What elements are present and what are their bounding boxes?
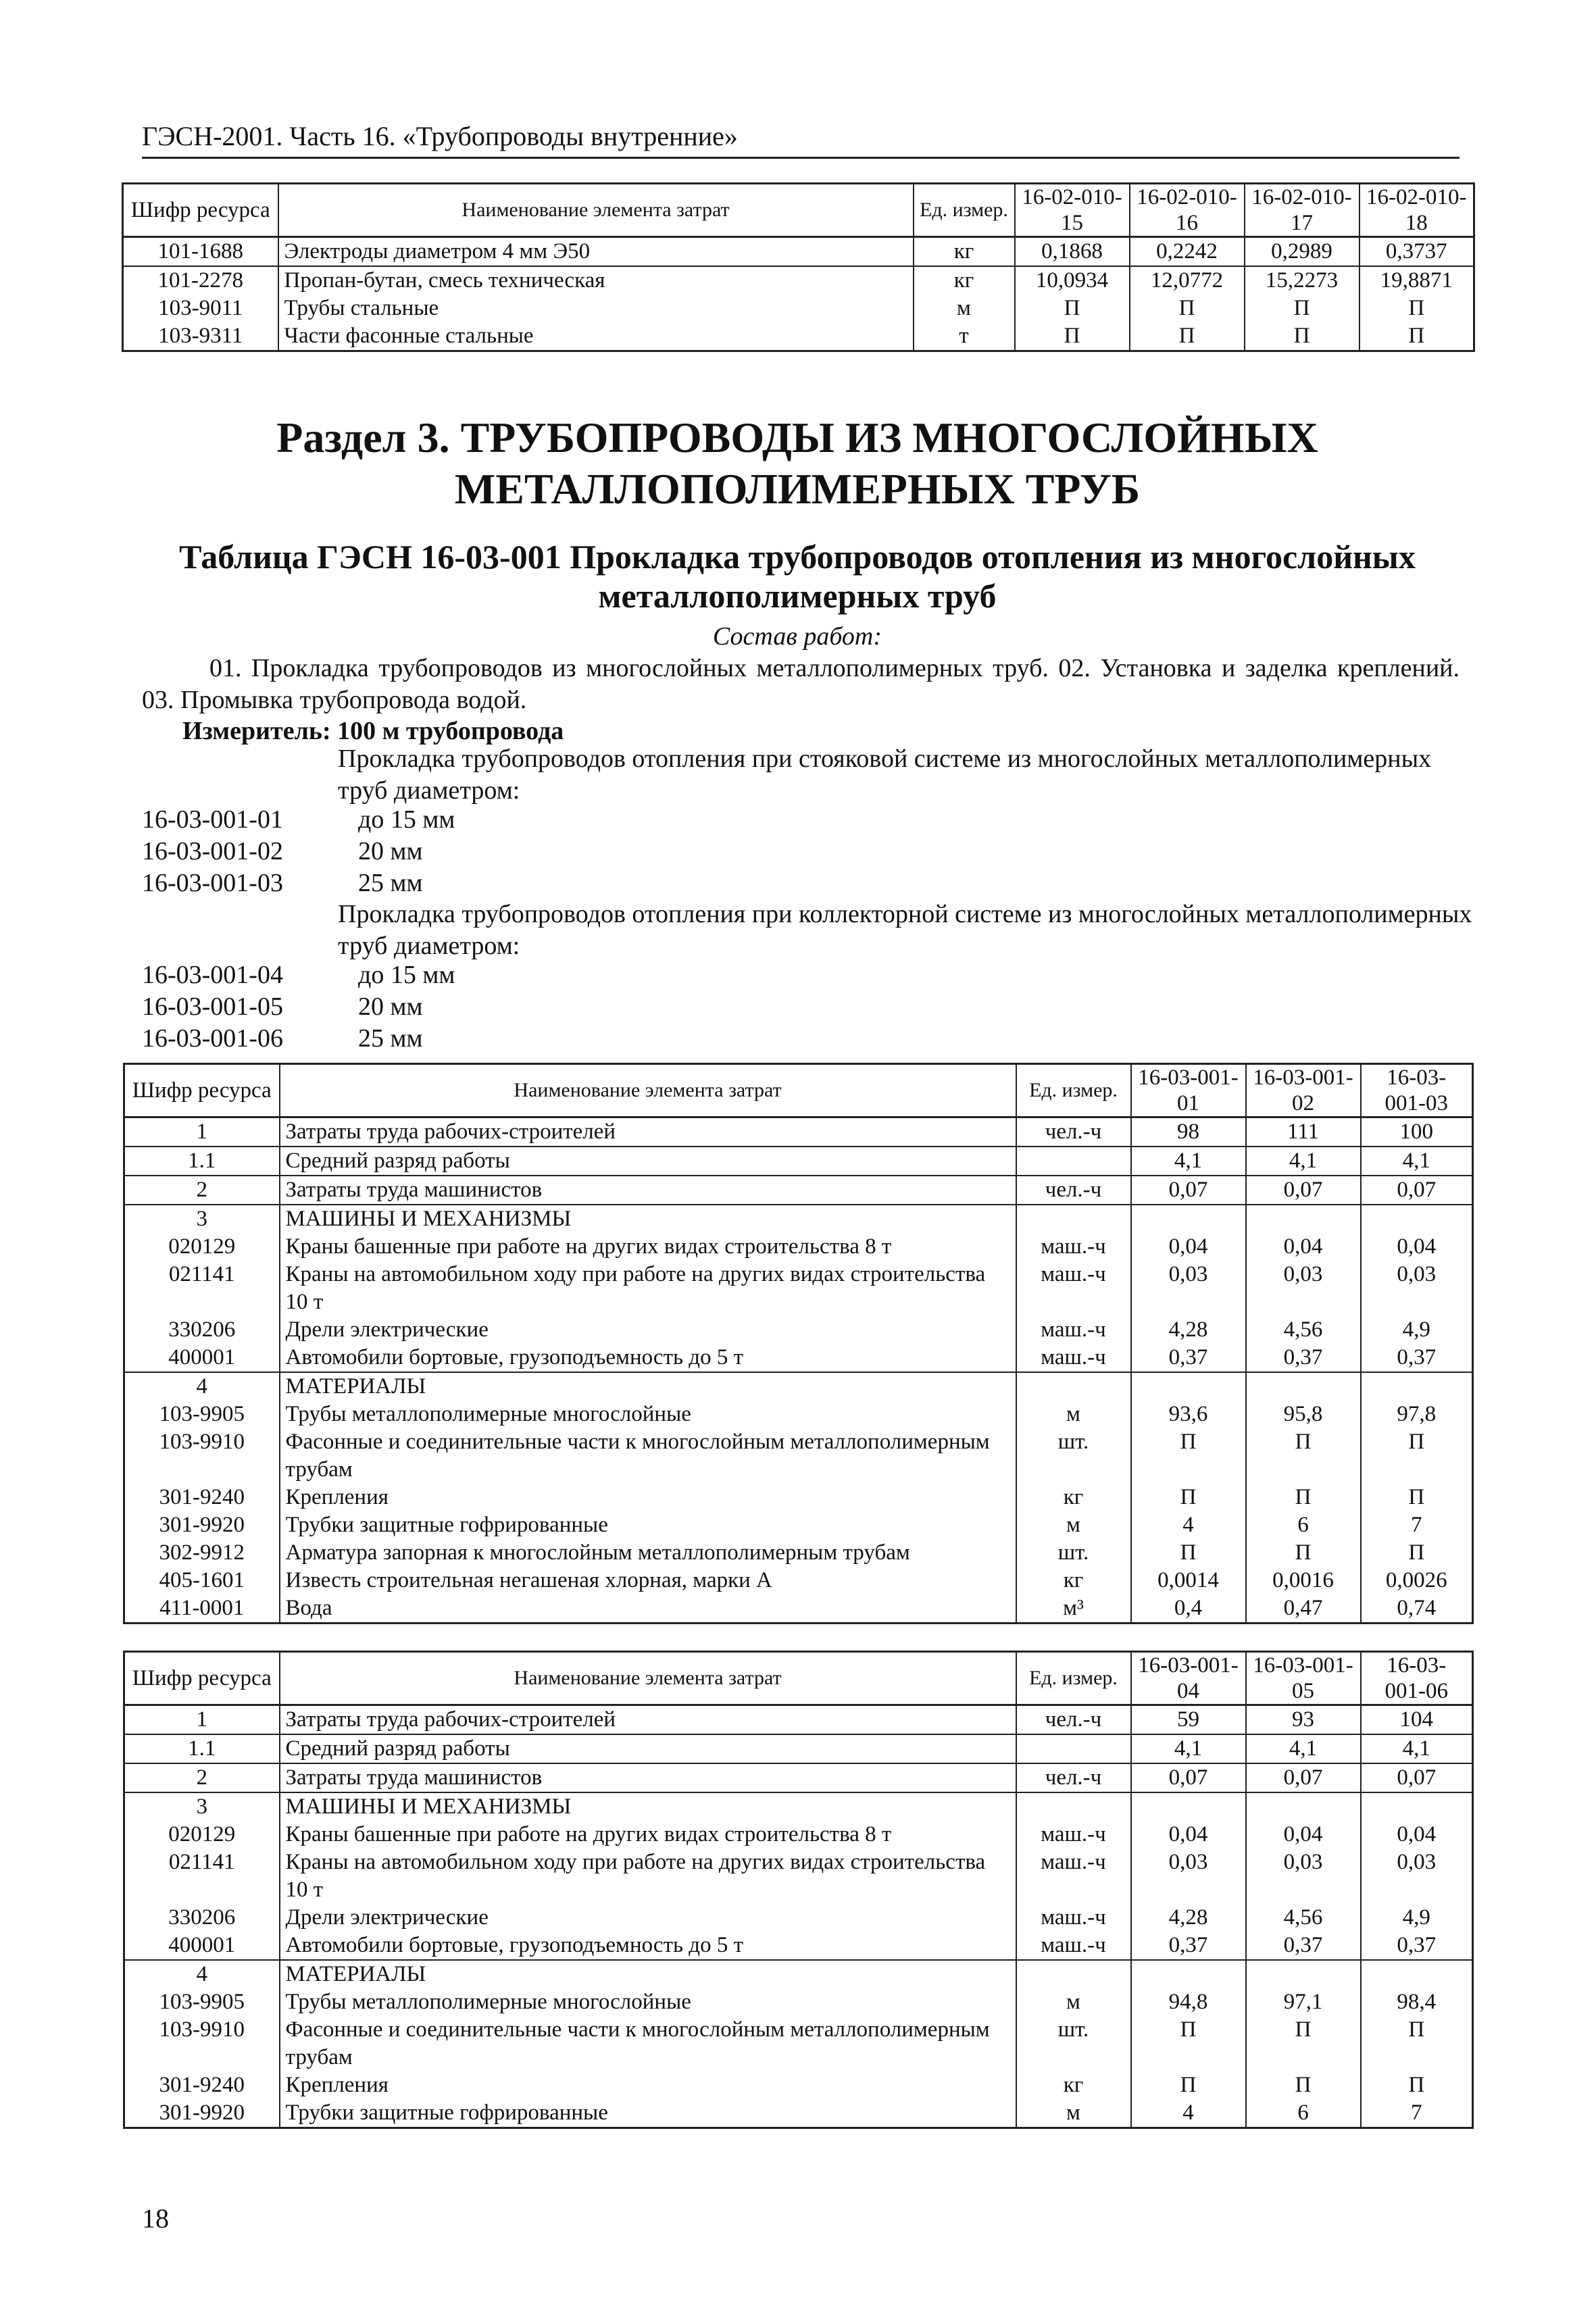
resource-unit: маш.-ч xyxy=(1016,1848,1131,1904)
norm-label: до 15 мм xyxy=(358,961,455,989)
norm-value: 0,3737 xyxy=(1360,237,1474,267)
resource-name: Фасонные и соединительные части к многослойным металлополимерным трубам xyxy=(280,1428,1016,1484)
resource-unit: шт. xyxy=(1016,2016,1131,2071)
norm-table-title-line: металлополимерных труб xyxy=(598,577,997,615)
col-header-unit: Ед. измер. xyxy=(914,184,1015,237)
resource-name: Фасонные и соединительные части к многослойным металлополимерным трубам xyxy=(280,2016,1016,2071)
table-row xyxy=(124,1932,1473,1960)
resource-code: 020129 xyxy=(124,1821,280,1848)
resource-code: 1.1 xyxy=(124,1147,280,1176)
resource-name: Дрели электрические xyxy=(280,1316,1016,1344)
norm-value: 111 xyxy=(1246,1117,1361,1147)
norm-code: 16-03-001-04 xyxy=(142,961,283,989)
resource-code: 101-2278 xyxy=(123,266,278,295)
group-description: Прокладка трубопроводов отопления при стояковой системе из многослойных металлополимерных труб диаметром: xyxy=(338,745,1432,805)
norm-table-title-line: Таблица ГЭСН 16-03-001 Прокладка трубопроводов отопления из многослойных xyxy=(179,538,1416,576)
norm-value: 0,47 xyxy=(1246,1594,1361,1624)
norm-value: 95,8 xyxy=(1246,1401,1361,1428)
col-header-unit: Ед. измер. xyxy=(1016,1064,1131,1117)
norm-label: 20 мм xyxy=(358,837,423,865)
norm-value: 0,4 xyxy=(1131,1594,1246,1624)
resource-name: Крепления xyxy=(280,1484,1016,1511)
norm-value: 6 xyxy=(1246,1511,1361,1539)
norm-label: 20 мм xyxy=(358,992,423,1021)
works-text: 01. Прокладка трубопроводов из многослойных металлополимерных труб. 02. Установка и заделка креплений. 03. Промывка трубопровода водой. xyxy=(142,654,1460,714)
norm-code: 16-03-001-01 xyxy=(142,805,283,834)
resource-unit: маш.-ч xyxy=(1016,1344,1131,1372)
resource-code: 021141 xyxy=(124,1848,280,1904)
resource-code: 400001 xyxy=(124,1344,280,1372)
norm-value: 0,04 xyxy=(1131,1233,1246,1261)
col-header-norm: 16-03-001-05 xyxy=(1246,1652,1361,1705)
resource-code: 301-9920 xyxy=(124,2099,280,2128)
norm-value: 0,37 xyxy=(1131,1932,1246,1960)
resource-name: Автомобили бортовые, грузоподъемность до 5 т xyxy=(280,1344,1016,1372)
norm-value: П xyxy=(1361,1428,1473,1484)
resource-name: Трубки защитные гофрированные xyxy=(280,1511,1016,1539)
norm-value: 0,03 xyxy=(1131,1848,1246,1904)
norm-value: 12,0772 xyxy=(1130,266,1245,295)
norm-value: 4,1 xyxy=(1131,1734,1246,1763)
resource-name: Краны на автомобильном ходу при работе на других видах строительства 10 т xyxy=(280,1848,1016,1904)
resource-unit: чел.-ч xyxy=(1016,1763,1131,1792)
norm-value: П xyxy=(1246,1539,1361,1567)
norm-value: 100 xyxy=(1361,1117,1473,1147)
table-row xyxy=(124,1401,1473,1428)
resource-unit: маш.-ч xyxy=(1016,1316,1131,1344)
norm-value: 0,04 xyxy=(1131,1821,1246,1848)
resource-name: Трубы металлополимерные многослойные xyxy=(280,1401,1016,1428)
table-row xyxy=(124,1960,1473,1988)
norm-value: 93 xyxy=(1246,1705,1361,1735)
table-row xyxy=(124,1205,1473,1233)
norm-item xyxy=(142,804,455,836)
norm-value: 0,2989 xyxy=(1245,237,1360,267)
norm-value: 6 xyxy=(1246,2099,1361,2128)
resource-unit: кг xyxy=(1016,1484,1131,1511)
resource-unit: шт. xyxy=(1016,1539,1131,1567)
norm-value: 4,28 xyxy=(1131,1904,1246,1932)
norm-value: 4,1 xyxy=(1131,1147,1246,1176)
norm-value: 10,0934 xyxy=(1015,266,1130,295)
resource-code: 1.1 xyxy=(124,1734,280,1763)
norm-value: 0,37 xyxy=(1361,1344,1473,1372)
resource-code: 1 xyxy=(124,1705,280,1735)
table-row xyxy=(124,1344,1473,1372)
resource-code: 405-1601 xyxy=(124,1567,280,1594)
resource-name: Электроды диаметром 4 мм Э50 xyxy=(278,237,914,267)
resource-name: Затраты труда машинистов xyxy=(280,1176,1016,1205)
resource-name: Затраты труда машинистов xyxy=(280,1763,1016,1792)
resource-name: Арматура запорная к многослойным металлополимерным трубам xyxy=(280,1539,1016,1567)
resource-unit: кг xyxy=(1016,2071,1131,2099)
meter-label: Измеритель: 100 м трубопровода xyxy=(182,717,564,745)
norm-value: 4,1 xyxy=(1246,1147,1361,1176)
resource-code: 301-9240 xyxy=(124,1484,280,1511)
table-row xyxy=(123,237,1474,267)
section-title-line: Раздел 3. ТРУБОПРОВОДЫ ИЗ МНОГОСЛОЙНЫХ xyxy=(276,413,1318,461)
section-title xyxy=(122,412,1473,515)
resource-code: 021141 xyxy=(124,1261,280,1316)
table-row xyxy=(123,266,1474,295)
resource-name: Средний разряд работы xyxy=(280,1147,1016,1176)
resource-name: Краны башенные при работе на других видах строительства 8 т xyxy=(280,1821,1016,1848)
norm-value: П xyxy=(1131,1539,1246,1567)
norm-value: 0,07 xyxy=(1131,1763,1246,1792)
table-row xyxy=(124,1484,1473,1511)
norm-value: 98,4 xyxy=(1361,1988,1473,2016)
resource-code: 020129 xyxy=(124,1233,280,1261)
resource-code: 101-1688 xyxy=(123,237,278,267)
norm-value: П xyxy=(1361,2071,1473,2099)
norm-label: 25 мм xyxy=(358,869,423,897)
norm-item xyxy=(142,991,423,1023)
table-row xyxy=(124,1734,1473,1763)
norm-code: 16-03-001-02 xyxy=(142,837,283,865)
resource-name: Известь строительная негашеная хлорная, марки А xyxy=(280,1567,1016,1594)
previous-resource-table xyxy=(122,182,1475,352)
resource-table-2 xyxy=(123,1651,1474,2129)
resource-unit: м xyxy=(914,295,1015,322)
resource-name: Пропан-бутан, смесь техническая xyxy=(278,266,914,295)
resource-unit: кг xyxy=(914,237,1015,267)
norm-value: П xyxy=(1361,2016,1473,2071)
norm-value: П xyxy=(1015,322,1130,351)
resource-code: 103-9311 xyxy=(123,322,278,351)
table-row xyxy=(124,1117,1473,1147)
norm-value: П xyxy=(1360,322,1474,351)
resource-group-name: МАТЕРИАЛЫ xyxy=(280,1372,1016,1401)
norm-value: 0,37 xyxy=(1131,1344,1246,1372)
table-row xyxy=(123,295,1474,322)
resource-name: Дрели электрические xyxy=(280,1904,1016,1932)
norm-value: 0,37 xyxy=(1246,1932,1361,1960)
resource-unit: чел.-ч xyxy=(1016,1705,1131,1735)
resource-name: Затраты труда рабочих-строителей xyxy=(280,1705,1016,1735)
resource-unit: шт. xyxy=(1016,1428,1131,1484)
resource-name: Трубы стальные xyxy=(278,295,914,322)
resource-code: 330206 xyxy=(124,1904,280,1932)
table-row xyxy=(124,2099,1473,2128)
resource-unit: кг xyxy=(1016,1567,1131,1594)
norm-value: 4,9 xyxy=(1361,1904,1473,1932)
resource-name: Средний разряд работы xyxy=(280,1734,1016,1763)
resource-name: Затраты труда рабочих-строителей xyxy=(280,1117,1016,1147)
norm-value: 98 xyxy=(1131,1117,1246,1147)
resource-name: Крепления xyxy=(280,2071,1016,2099)
table-row xyxy=(124,1372,1473,1401)
resource-code: 330206 xyxy=(124,1316,280,1344)
norm-item xyxy=(142,1023,423,1055)
norm-value: П xyxy=(1246,1484,1361,1511)
resource-unit: маш.-ч xyxy=(1016,1261,1131,1316)
resource-unit: т xyxy=(914,322,1015,351)
table-row xyxy=(124,1539,1473,1567)
resource-code: 400001 xyxy=(124,1932,280,1960)
col-header-norm: 16-02-010-18 xyxy=(1360,184,1474,237)
norm-value: П xyxy=(1361,1539,1473,1567)
resource-unit: маш.-ч xyxy=(1016,1821,1131,1848)
table-row xyxy=(124,1511,1473,1539)
resource-table-1 xyxy=(123,1063,1474,1624)
table-row xyxy=(124,1904,1473,1932)
norm-value: П xyxy=(1246,2071,1361,2099)
norm-value: П xyxy=(1361,1484,1473,1511)
resource-name: Вода xyxy=(280,1594,1016,1624)
norm-value: 0,07 xyxy=(1361,1763,1473,1792)
resource-group-name: МАШИНЫ И МЕХАНИЗМЫ xyxy=(280,1792,1016,1821)
norm-value: 4,9 xyxy=(1361,1316,1473,1344)
norm-item xyxy=(142,867,423,899)
norm-value: 0,03 xyxy=(1361,1848,1473,1904)
norm-value: 7 xyxy=(1361,1511,1473,1539)
table-row xyxy=(123,322,1474,351)
norm-value: 0,0014 xyxy=(1131,1567,1246,1594)
resource-unit: м xyxy=(1016,1988,1131,2016)
norm-value: 0,04 xyxy=(1361,1233,1473,1261)
norm-value: 0,1868 xyxy=(1015,237,1130,267)
table-row xyxy=(124,1848,1473,1904)
norm-value: 0,2242 xyxy=(1130,237,1245,267)
norm-value: 0,37 xyxy=(1361,1932,1473,1960)
table-row xyxy=(124,1261,1473,1316)
norm-label: до 15 мм xyxy=(358,805,455,834)
table-row xyxy=(124,2016,1473,2071)
resource-unit: чел.-ч xyxy=(1016,1117,1131,1147)
col-header-norm: 16-03-001-06 xyxy=(1361,1652,1473,1705)
norm-code: 16-03-001-06 xyxy=(142,1024,283,1053)
resource-unit: м xyxy=(1016,1511,1131,1539)
norm-value: П xyxy=(1246,2016,1361,2071)
norm-value: П xyxy=(1245,295,1360,322)
norm-value: 7 xyxy=(1361,2099,1473,2128)
resource-code: 4 xyxy=(124,1372,280,1401)
table-row xyxy=(124,1567,1473,1594)
norm-value: 0,03 xyxy=(1246,1848,1361,1904)
norm-value: 0,07 xyxy=(1361,1176,1473,1205)
norm-value: 104 xyxy=(1361,1705,1473,1735)
section-title-line: МЕТАЛЛОПОЛИМЕРНЫХ ТРУБ xyxy=(454,465,1141,513)
norm-value: 0,07 xyxy=(1246,1176,1361,1205)
norm-value: 0,03 xyxy=(1361,1261,1473,1316)
resource-unit: маш.-ч xyxy=(1016,1233,1131,1261)
resource-unit: чел.-ч xyxy=(1016,1176,1131,1205)
resource-code: 4 xyxy=(124,1960,280,1988)
col-header-norm: 16-03-001-02 xyxy=(1246,1064,1361,1117)
norm-value: 0,74 xyxy=(1361,1594,1473,1624)
norm-value: 0,0016 xyxy=(1246,1567,1361,1594)
col-header-code: Шифр ресурса xyxy=(124,1064,280,1117)
resource-code: 1 xyxy=(124,1117,280,1147)
page-number: 18 xyxy=(142,2203,169,2234)
resource-code: 103-9910 xyxy=(124,2016,280,2071)
resource-name: Трубы металлополимерные многослойные xyxy=(280,1988,1016,2016)
table-row xyxy=(124,2071,1473,2099)
resource-code: 2 xyxy=(124,1176,280,1205)
resource-code: 301-9920 xyxy=(124,1511,280,1539)
resource-unit: м xyxy=(1016,1401,1131,1428)
norm-item xyxy=(142,836,423,867)
norm-value: 19,8871 xyxy=(1360,266,1474,295)
group-description: Прокладка трубопроводов отопления при коллекторной системе из многослойных металлополимерных труб диаметром: xyxy=(338,900,1472,960)
resource-name: Части фасонные стальные xyxy=(278,322,914,351)
resource-unit: м³ xyxy=(1016,1594,1131,1624)
col-header-unit: Ед. измер. xyxy=(1016,1652,1131,1705)
norm-value: П xyxy=(1131,2071,1246,2099)
norm-value: 4,56 xyxy=(1246,1904,1361,1932)
resource-unit: маш.-ч xyxy=(1016,1904,1131,1932)
col-header-norm: 16-03-001-04 xyxy=(1131,1652,1246,1705)
table-row xyxy=(124,1763,1473,1792)
table-row xyxy=(124,1316,1473,1344)
resource-code: 103-9905 xyxy=(124,1988,280,2016)
works-label: Состав работ: xyxy=(712,622,882,651)
norm-value: 4 xyxy=(1131,1511,1246,1539)
norm-table-title xyxy=(135,537,1460,615)
norm-value: 0,04 xyxy=(1361,1821,1473,1848)
resource-code: 3 xyxy=(124,1205,280,1233)
norm-value: 59 xyxy=(1131,1705,1246,1735)
table-row xyxy=(124,1428,1473,1484)
table-row xyxy=(124,1821,1473,1848)
table-row xyxy=(124,1176,1473,1205)
norm-value: П xyxy=(1245,322,1360,351)
col-header-norm: 16-02-010-16 xyxy=(1130,184,1245,237)
resource-unit xyxy=(1016,1147,1131,1176)
norm-value: 97,8 xyxy=(1361,1401,1473,1428)
norm-value: 15,2273 xyxy=(1245,266,1360,295)
col-header-name: Наименование элемента затрат xyxy=(278,184,914,237)
resource-unit: кг xyxy=(914,266,1015,295)
norm-value: 93,6 xyxy=(1131,1401,1246,1428)
col-header-name: Наименование элемента затрат xyxy=(280,1652,1016,1705)
norm-value: 4,28 xyxy=(1131,1316,1246,1344)
norm-value: 4,1 xyxy=(1361,1734,1473,1763)
norm-label: 25 мм xyxy=(358,1024,423,1053)
running-header: ГЭСН-2001. Часть 16. «Трубопроводы внутренние» xyxy=(142,120,1460,159)
norm-value: 0,07 xyxy=(1131,1176,1246,1205)
table-row xyxy=(124,1233,1473,1261)
col-header-name: Наименование элемента затрат xyxy=(280,1064,1016,1117)
norm-value: 4,56 xyxy=(1246,1316,1361,1344)
resource-name: Трубки защитные гофрированные xyxy=(280,2099,1016,2128)
col-header-norm: 16-03-001-03 xyxy=(1361,1064,1473,1117)
col-header-norm: 16-02-010-17 xyxy=(1245,184,1360,237)
norm-value: П xyxy=(1131,1428,1246,1484)
resource-name: Автомобили бортовые, грузоподъемность до 5 т xyxy=(280,1932,1016,1960)
resource-unit: маш.-ч xyxy=(1016,1932,1131,1960)
col-header-code: Шифр ресурса xyxy=(123,184,278,237)
norm-value: П xyxy=(1131,1484,1246,1511)
norm-value: 4,1 xyxy=(1246,1734,1361,1763)
norm-value: П xyxy=(1131,2016,1246,2071)
norm-value: 0,0026 xyxy=(1361,1567,1473,1594)
resource-code: 3 xyxy=(124,1792,280,1821)
norm-value: П xyxy=(1130,322,1245,351)
norm-value: 0,37 xyxy=(1246,1344,1361,1372)
resource-code: 2 xyxy=(124,1763,280,1792)
col-header-norm: 16-03-001-01 xyxy=(1131,1064,1246,1117)
col-header-code: Шифр ресурса xyxy=(124,1652,280,1705)
norm-value: 94,8 xyxy=(1131,1988,1246,2016)
norm-value: 0,04 xyxy=(1246,1821,1361,1848)
table-row xyxy=(124,1594,1473,1624)
resource-name: Краны на автомобильном ходу при работе на других видах строительства 10 т xyxy=(280,1261,1016,1316)
norm-value: П xyxy=(1015,295,1130,322)
resource-unit xyxy=(1016,1734,1131,1763)
norm-code: 16-03-001-05 xyxy=(142,992,283,1021)
norm-value: 0,03 xyxy=(1131,1261,1246,1316)
resource-group-name: МАТЕРИАЛЫ xyxy=(280,1960,1016,1988)
resource-code: 103-9011 xyxy=(123,295,278,322)
norm-value: П xyxy=(1246,1428,1361,1484)
norm-value: 0,04 xyxy=(1246,1233,1361,1261)
norm-item xyxy=(142,959,455,991)
norm-value: 97,1 xyxy=(1246,1988,1361,2016)
table-row xyxy=(124,1705,1473,1735)
table-row xyxy=(124,1988,1473,2016)
norm-value: 0,07 xyxy=(1246,1763,1361,1792)
resource-code: 103-9905 xyxy=(124,1401,280,1428)
resource-code: 411-0001 xyxy=(124,1594,280,1624)
table-row xyxy=(124,1792,1473,1821)
norm-value: 0,03 xyxy=(1246,1261,1361,1316)
resource-code: 301-9240 xyxy=(124,2071,280,2099)
norm-code: 16-03-001-03 xyxy=(142,869,283,897)
resource-code: 103-9910 xyxy=(124,1428,280,1484)
col-header-norm: 16-02-010-15 xyxy=(1015,184,1130,237)
norm-value: П xyxy=(1130,295,1245,322)
resource-group-name: МАШИНЫ И МЕХАНИЗМЫ xyxy=(280,1205,1016,1233)
norm-value: 4,1 xyxy=(1361,1147,1473,1176)
norm-value: П xyxy=(1360,295,1474,322)
resource-unit: м xyxy=(1016,2099,1131,2128)
resource-code: 302-9912 xyxy=(124,1539,280,1567)
resource-name: Краны башенные при работе на других видах строительства 8 т xyxy=(280,1233,1016,1261)
norm-value: 4 xyxy=(1131,2099,1246,2128)
table-row xyxy=(124,1147,1473,1176)
